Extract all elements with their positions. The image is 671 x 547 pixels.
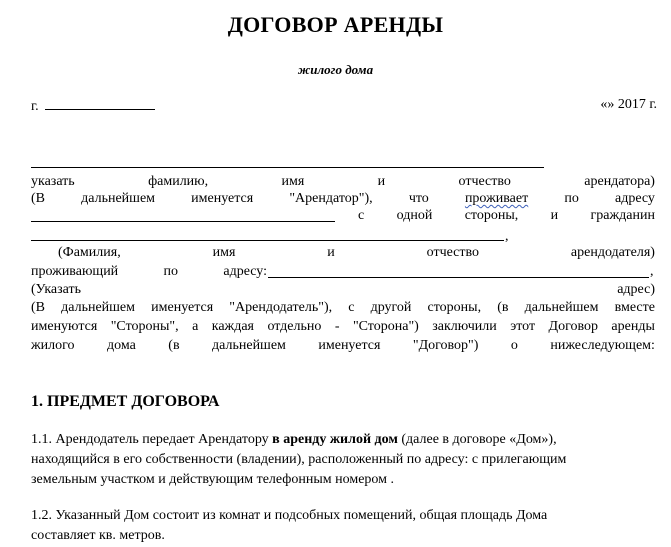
comma-2: , bbox=[650, 264, 654, 279]
clause-1-1 bbox=[31, 430, 566, 490]
parties-line-2: именуются "Стороны", а каждая отдельно - "Сторона") заключили этот Договор аренды bbox=[31, 319, 655, 334]
residence-line: проживающий по адресу: bbox=[31, 264, 267, 279]
document-subtitle: жилого дома bbox=[297, 62, 374, 77]
contract-date: «» 2017 г. bbox=[600, 97, 657, 112]
city-blank-line bbox=[45, 97, 155, 110]
clause-1-2 bbox=[31, 506, 547, 546]
clause-1-2-line-1: 1.2. Указанный Дом состоит из комнат и подсобных помещений, общая площадь Дома bbox=[31, 508, 548, 523]
parties-line-3: жилого дома (в дальнейшем именуется "Договор") о нижеследующем: bbox=[31, 338, 655, 353]
comma: , bbox=[505, 229, 509, 244]
clause-1-1-line-3: земельным участком и действующим телефонным номером . bbox=[31, 472, 395, 487]
clause-1-1-line-1: 1.1. Арендодатель передает Арендатору в аренду жилой дом (далее в договоре «Дом»), bbox=[31, 432, 557, 447]
tenant-name-blank-line bbox=[31, 167, 544, 168]
landlord-address-blank-line bbox=[268, 277, 649, 278]
document-title: ДОГОВОР АРЕНДЫ bbox=[227, 12, 444, 37]
section-1-heading: 1. ПРЕДМЕТ ДОГОВОРА bbox=[31, 393, 220, 410]
landlord-hint-line: (Фамилия, имя и отчество арендодателя) bbox=[58, 245, 655, 260]
clause-1-2-line-2: составляет кв. метров. bbox=[31, 528, 165, 543]
clause-1-1-line-2: находящийся в его собственности (владении), расположенный по адресу: с прилегающим bbox=[31, 452, 567, 467]
tenant-address-blank-line bbox=[31, 221, 335, 222]
landlord-name-blank-line bbox=[31, 240, 504, 241]
first-side-line: с одной стороны, и гражданин bbox=[358, 208, 655, 223]
parties-line-1: (В дальнейшем именуется "Арендодатель"), с другой стороны, (в дальнейшем вместе bbox=[31, 300, 655, 315]
indicate-address-line: (Указать адрес) bbox=[31, 282, 655, 297]
tenant-hint-line: указать фамилию, имя и отчество арендатора) bbox=[31, 174, 655, 189]
city-label: г. bbox=[31, 99, 39, 114]
city-field bbox=[31, 97, 155, 115]
tenant-address-line: (В дальнейшем именуется "Арендатор"), что проживает по адресу bbox=[31, 191, 655, 206]
spellcheck-word: проживает bbox=[464, 191, 529, 206]
